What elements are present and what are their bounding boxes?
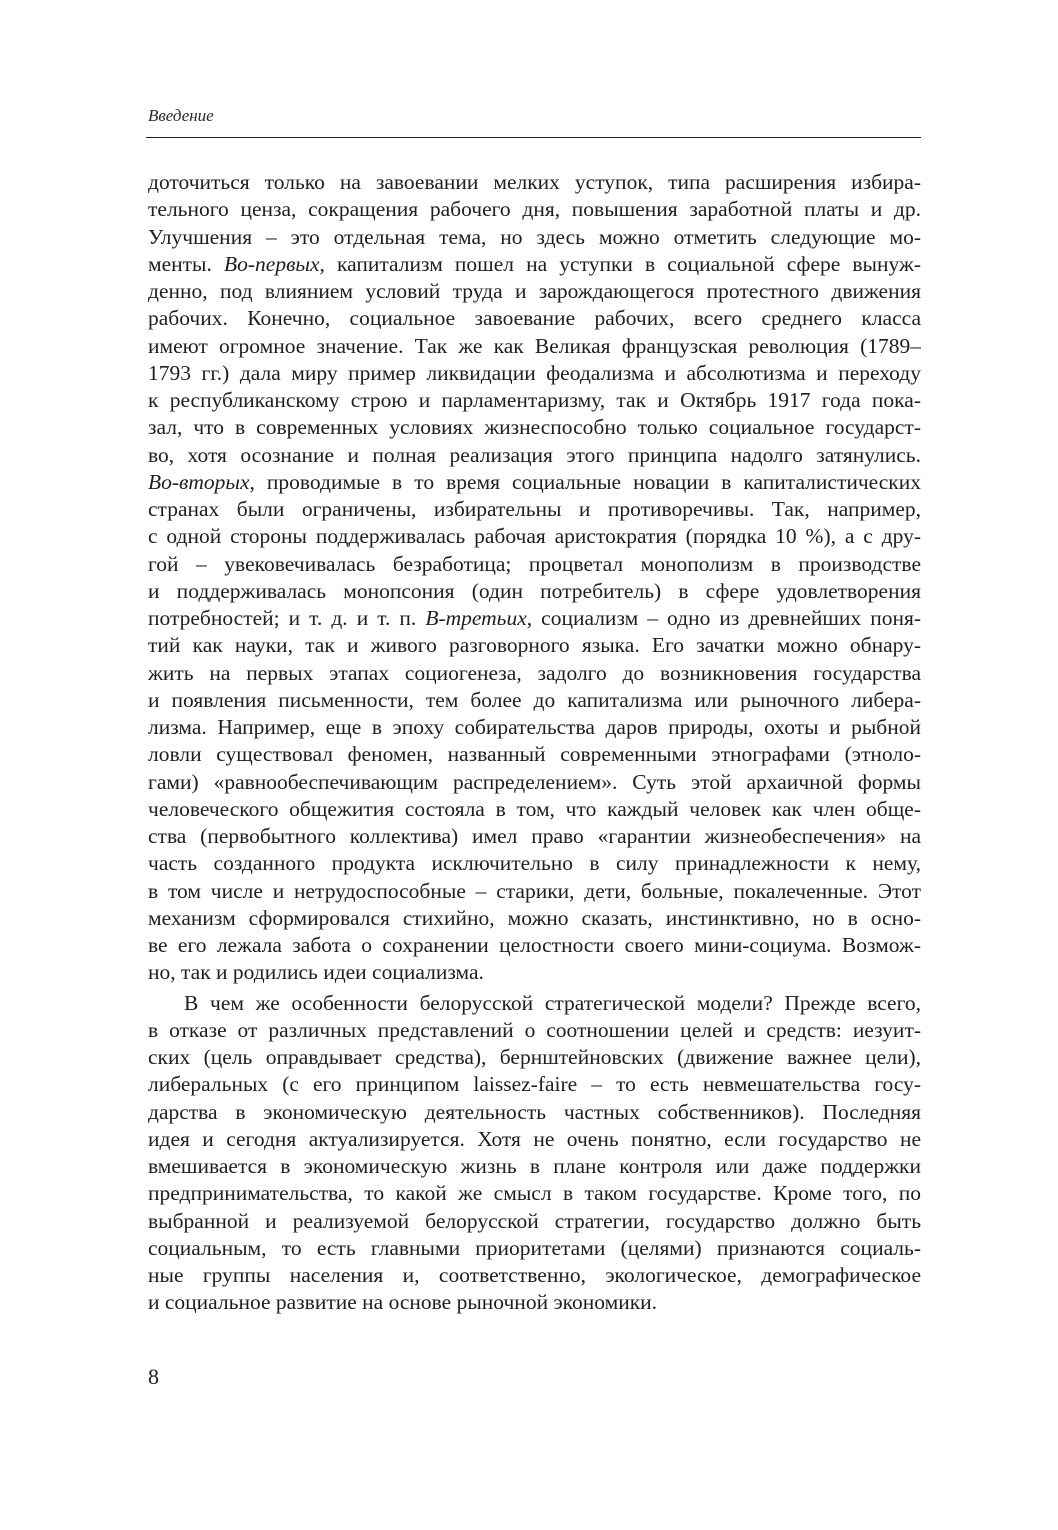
text-segment: жить на первых этапах социогенеза, задолго до возникновения государства: [148, 660, 921, 685]
header-divider: [146, 137, 921, 138]
text-segment: 1793 гг.) дала миру пример ликвидации феодализма и абсолютизма и переходу: [148, 360, 921, 385]
text-line: [148, 1262, 921, 1289]
text-line: [148, 932, 921, 959]
italic-term: В-третьих: [425, 606, 527, 630]
text-line: [148, 196, 921, 223]
text-line: [148, 278, 921, 305]
text-line: [148, 1153, 921, 1180]
text-line: [148, 523, 921, 550]
text-segment: в отказе от различных представлений о соотношении целей и средств: иезуит-: [148, 1017, 921, 1042]
text-segment: гами) «равнообеспечивающим распределением». Суть этой архаичной формы: [148, 769, 921, 794]
italic-term: Во-первых: [223, 251, 320, 276]
text-segment: и появления письменности, тем более до капитализма или рыночного либера-: [148, 687, 921, 712]
text-segment: лизма. Например, еще в эпоху собирательства даров природы, охоты и рыбной: [148, 715, 921, 739]
text-line: [148, 905, 921, 932]
text-line: [148, 442, 921, 469]
text-line: [148, 959, 921, 986]
text-segment: во, хотя осознание и полная реализация этого принципа надолго затянулись.: [148, 442, 921, 467]
italic-term: Во-вторых: [148, 469, 250, 494]
text-line: [148, 660, 921, 687]
text-segment: Улучшения – это отдельная тема, но здесь можно отметить следующие мо-: [148, 224, 921, 249]
body-text: [148, 169, 921, 1317]
text-segment: зал, что в современных условиях жизнеспособно только социальное государст-: [148, 415, 921, 440]
text-segment: и социальное развитие на основе рыночной экономики.: [148, 1290, 658, 1315]
text-segment: либеральных (с его принципом laissez-faire – то есть невмешательства госу-: [148, 1072, 921, 1097]
text-line: [148, 823, 921, 850]
text-segment: человеческого общежития состояла в том, что каждый человек как член обще-: [148, 796, 921, 821]
text-line: [148, 1289, 921, 1316]
text-line: [148, 1208, 921, 1235]
text-segment: гой – увековечивалась безработица; процветал монополизм в производстве: [148, 551, 921, 576]
text-line: [148, 169, 921, 196]
text-line: [148, 1235, 921, 1262]
text-segment: тельного ценза, сокращения рабочего дня, повышения заработной платы и др.: [148, 197, 921, 222]
running-head-title: Введение: [148, 106, 214, 125]
text-line: [148, 1071, 921, 1098]
text-line: [148, 333, 921, 360]
text-segment: часть созданного продукта исключительно в силу принадлежности к нему,: [148, 851, 921, 876]
text-line: [148, 1180, 921, 1207]
text-segment: потребностей; и т. д. и т. п.: [148, 606, 426, 630]
text-segment: , проводимые в то время социальные новации в капиталистических: [249, 469, 921, 494]
text-segment: В чем же особенности белорусской стратегической модели? Прежде всего,: [184, 990, 921, 1015]
text-line: [148, 1099, 921, 1126]
text-segment: тий как науки, так и живого разговорного языка. Его зачатки можно обнару-: [148, 633, 921, 658]
text-segment: ве его лежала забота о сохранении целостности своего мини-социума. Возмож-: [148, 933, 921, 957]
text-line: [148, 878, 921, 905]
text-line: [148, 1044, 921, 1071]
text-segment: , социализм – одно из древнейших поня-: [526, 606, 921, 630]
text-segment: ских (цель оправдывает средства), бернштейновских (движение важнее цели),: [148, 1045, 921, 1069]
text-segment: идея и сегодня актуализируется. Хотя не очень понятно, если государство не: [148, 1126, 921, 1151]
text-segment: ные группы населения и, соответственно, экологическое, демографическое: [148, 1263, 921, 1287]
text-line: [148, 605, 921, 632]
text-segment: рабочих. Конечно, социальное завоевание рабочих, всего среднего класса: [148, 306, 921, 331]
text-line: [148, 769, 921, 796]
text-line: [148, 850, 921, 877]
text-line: [148, 551, 921, 578]
text-segment: денно, под влиянием условий труда и зарождающегося протестного движения: [148, 279, 921, 303]
text-line: [148, 1017, 921, 1044]
text-segment: ства (первобытного коллектива) имел право «гарантии жизнеобеспечения» на: [148, 824, 921, 848]
text-segment: имеют огромное значение. Так же как Великая французская революция (1789–: [148, 333, 921, 358]
paragraph: [148, 990, 921, 1317]
text-segment: вмешивается в экономическую жизнь в плане контроля или даже поддержки: [148, 1154, 921, 1178]
text-segment: странах были ограничены, избирательны и противоречивы. Так, например,: [148, 497, 921, 521]
text-line: [148, 414, 921, 441]
text-segment: выбранной и реализуемой белорусской стратегии, государство должно быть: [148, 1208, 921, 1233]
paragraph: [148, 169, 921, 987]
text-line: [148, 990, 921, 1017]
text-segment: с одной стороны поддерживалась рабочая аристократия (порядка 10 %), а с дру-: [148, 524, 921, 549]
text-line: [148, 632, 921, 659]
text-segment: доточиться только на завоевании мелких уступок, типа расширения избира-: [148, 170, 921, 194]
text-line: [148, 714, 921, 741]
text-segment: в том числе и нетрудоспособные – старики, дети, больные, покалеченные. Этот: [148, 878, 921, 903]
text-line: [148, 224, 921, 251]
text-segment: и поддерживалась монопсония (один потребитель) в сфере удовлетворения: [148, 578, 921, 603]
text-line: [148, 251, 921, 278]
text-line: [148, 741, 921, 768]
text-line: [148, 1126, 921, 1153]
text-segment: но, так и родились идеи социализма.: [148, 960, 484, 985]
text-segment: механизм сформировался стихийно, можно сказать, инстинктивно, но в осно-: [148, 905, 921, 930]
text-segment: , капитализм пошел на уступки в социальной сфере вынуж-: [319, 251, 921, 276]
page-number: 8: [148, 1364, 159, 1389]
text-line: [148, 687, 921, 714]
text-line: [148, 387, 921, 414]
text-line: [148, 796, 921, 823]
text-segment: к республиканскому строю и парламентаризму, так и Октябрь 1917 года пока-: [148, 388, 921, 412]
text-line: [148, 305, 921, 332]
text-segment: дарства в экономическую деятельность частных собственников). Последняя: [148, 1099, 921, 1124]
text-line: [148, 578, 921, 605]
text-segment: социальным, то есть главными приоритетами (целями) признаются социаль-: [148, 1235, 921, 1260]
text-line: [148, 360, 921, 387]
text-segment: ловли существовал феномен, названный современными этнографами (этноло-: [148, 742, 921, 767]
text-line: [148, 496, 921, 523]
text-segment: менты.: [148, 251, 224, 276]
text-line: [148, 469, 921, 496]
text-segment: предпринимательства, то какой же смысл в таком государстве. Кроме того, по: [148, 1181, 921, 1206]
